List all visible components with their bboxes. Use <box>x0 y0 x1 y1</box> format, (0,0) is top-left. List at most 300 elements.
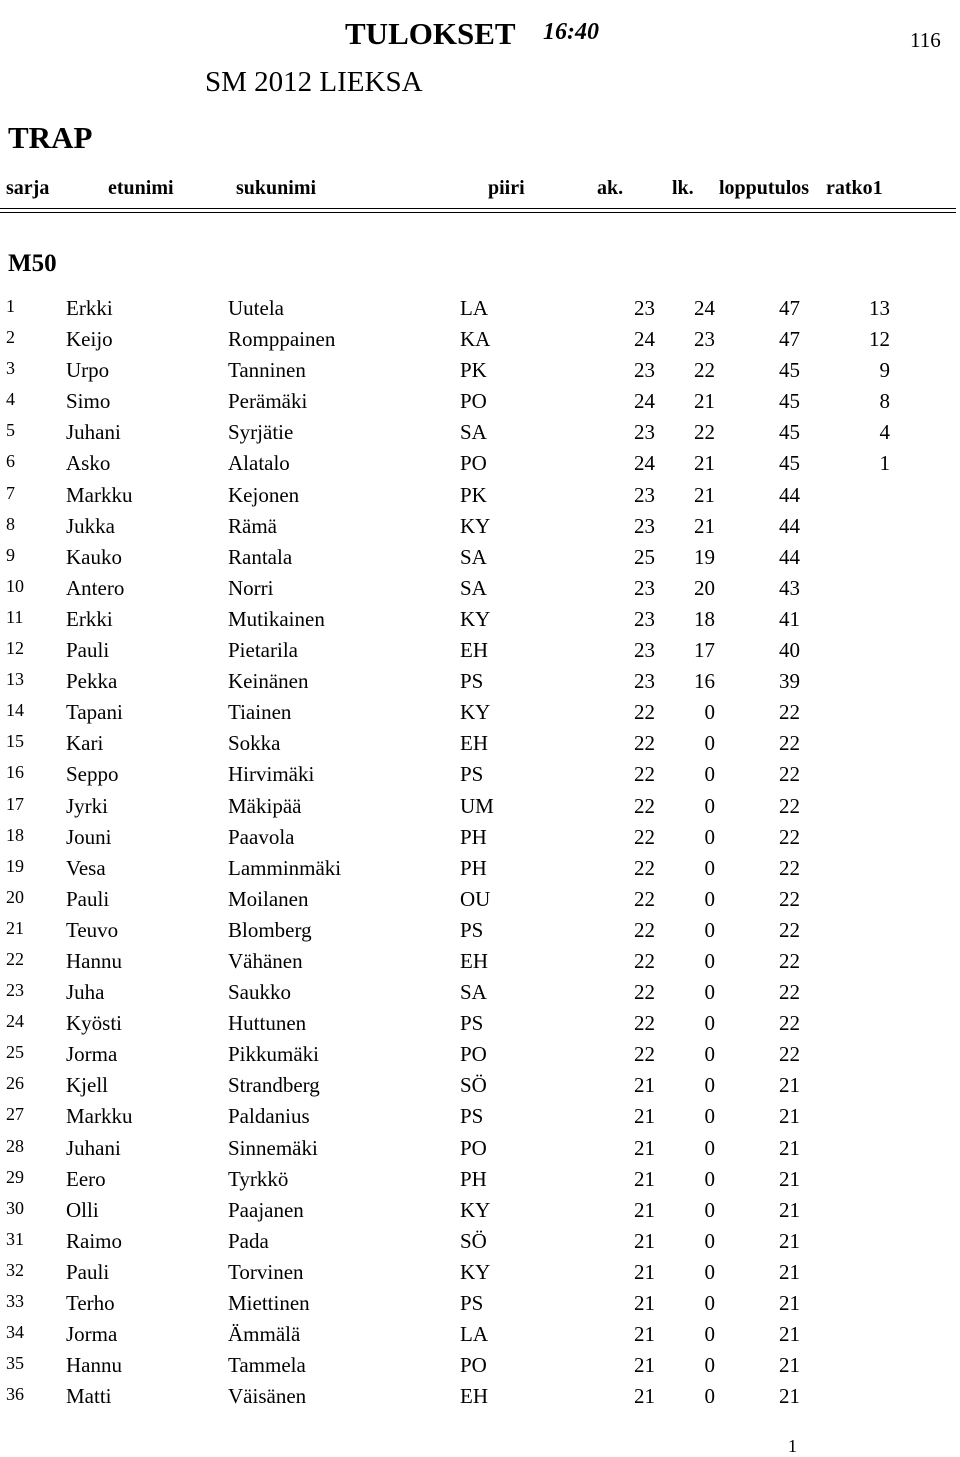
table-row <box>0 327 960 358</box>
total-score-cell: 22 <box>779 731 800 756</box>
lk-score-cell: 0 <box>704 1042 715 1067</box>
table-row <box>0 607 960 638</box>
last-name-cell: Miettinen <box>228 1291 310 1315</box>
total-score-cell: 39 <box>779 669 800 694</box>
lk-score-cell: 0 <box>704 1073 715 1098</box>
rank-cell: 2 <box>6 327 15 348</box>
column-header-sarja: sarja <box>6 177 50 199</box>
rank-cell: 27 <box>6 1104 24 1125</box>
last-name-cell: Perämäki <box>228 389 308 414</box>
last-name-cell: Uutela <box>228 296 284 320</box>
header-divider-top <box>0 208 956 209</box>
first-name-cell: Markku <box>66 482 133 507</box>
district-cell: KY <box>460 700 491 725</box>
total-score-cell: 22 <box>779 793 800 818</box>
district-cell: OU <box>460 886 491 911</box>
lk-score-cell: 0 <box>704 731 715 756</box>
first-name-cell: Erkki <box>66 296 113 320</box>
ak-score-cell: 21 <box>634 1228 655 1253</box>
ak-score-cell: 23 <box>634 296 655 320</box>
rank-cell: 16 <box>6 762 24 783</box>
total-score-cell: 41 <box>779 606 800 631</box>
district-cell: SA <box>460 575 487 600</box>
rank-cell: 21 <box>6 917 24 938</box>
district-cell: EH <box>460 731 488 756</box>
first-name-cell: Jouni <box>66 824 112 849</box>
shootoff-cell: 8 <box>879 389 890 414</box>
table-row <box>0 856 960 887</box>
shootoff-cell: 12 <box>869 327 890 352</box>
table-row <box>0 514 960 545</box>
rank-cell: 22 <box>6 948 24 969</box>
first-name-cell: Pauli <box>66 1259 110 1284</box>
first-name-cell: Terho <box>66 1291 115 1315</box>
last-name-cell: Keinänen <box>228 669 309 694</box>
ak-score-cell: 23 <box>634 575 655 600</box>
table-row <box>0 1229 960 1260</box>
first-name-cell: Seppo <box>66 762 119 787</box>
shootoff-cell: 9 <box>879 358 890 383</box>
table-row <box>0 1291 960 1322</box>
total-score-cell: 22 <box>779 917 800 942</box>
total-score-cell: 22 <box>779 762 800 787</box>
lk-score-cell: 0 <box>704 980 715 1005</box>
district-cell: KY <box>460 1259 491 1284</box>
district-cell: SA <box>460 544 487 569</box>
rank-cell: 14 <box>6 700 24 721</box>
lk-score-cell: 0 <box>704 1104 715 1129</box>
table-row <box>0 296 960 327</box>
total-score-cell: 45 <box>779 451 800 476</box>
first-name-cell: Asko <box>66 451 111 476</box>
lk-score-cell: 0 <box>704 948 715 973</box>
last-name-cell: Paavola <box>228 824 295 849</box>
lk-score-cell: 0 <box>704 1011 715 1036</box>
table-row <box>0 1198 960 1229</box>
ak-score-cell: 23 <box>634 513 655 538</box>
total-score-cell: 45 <box>779 420 800 445</box>
last-name-cell: Blomberg <box>228 917 312 942</box>
total-score-cell: 43 <box>779 575 800 600</box>
lk-score-cell: 0 <box>704 1322 715 1347</box>
lk-score-cell: 0 <box>704 855 715 880</box>
event-title: SM 2012 LIEKSA <box>205 66 423 98</box>
last-name-cell: Huttunen <box>228 1011 307 1036</box>
last-name-cell: Väisänen <box>228 1384 307 1409</box>
ak-score-cell: 23 <box>634 482 655 507</box>
results-title: TULOKSET <box>345 16 516 51</box>
last-name-cell: Tiainen <box>228 700 292 725</box>
shootoff-cell: 13 <box>869 296 890 320</box>
discipline-title: TRAP <box>8 120 93 155</box>
district-cell: PS <box>460 669 484 694</box>
table-row <box>0 1104 960 1135</box>
lk-score-cell: 0 <box>704 1384 715 1409</box>
district-cell: PH <box>460 855 487 880</box>
district-cell: KY <box>460 513 491 538</box>
ak-score-cell: 23 <box>634 669 655 694</box>
rank-cell: 7 <box>6 482 15 503</box>
rank-cell: 32 <box>6 1259 24 1280</box>
last-name-cell: Saukko <box>228 980 291 1005</box>
first-name-cell: Juha <box>66 980 105 1005</box>
rank-cell: 12 <box>6 638 24 659</box>
lk-score-cell: 17 <box>694 638 715 663</box>
table-row <box>0 731 960 762</box>
ak-score-cell: 21 <box>634 1259 655 1284</box>
first-name-cell: Jukka <box>66 513 115 538</box>
first-name-cell: Pauli <box>66 638 110 663</box>
first-name-cell: Jorma <box>66 1042 118 1067</box>
column-header-ratko1: ratko1 <box>826 177 883 199</box>
table-row <box>0 1353 960 1384</box>
district-cell: PK <box>460 482 487 507</box>
last-name-cell: Tyrkkö <box>228 1166 289 1191</box>
lk-score-cell: 22 <box>694 358 715 383</box>
rank-cell: 9 <box>6 544 15 565</box>
district-cell: SA <box>460 420 487 445</box>
ak-score-cell: 22 <box>634 793 655 818</box>
last-name-cell: Sinnemäki <box>228 1135 318 1160</box>
first-name-cell: Matti <box>66 1384 112 1409</box>
column-header-ak: ak. <box>597 177 624 199</box>
table-row <box>0 1042 960 1073</box>
total-score-cell: 22 <box>779 980 800 1005</box>
table-row <box>0 1011 960 1042</box>
lk-score-cell: 0 <box>704 793 715 818</box>
table-row <box>0 980 960 1011</box>
district-cell: PH <box>460 824 487 849</box>
last-name-cell: Tammela <box>228 1353 306 1378</box>
lk-score-cell: 0 <box>704 762 715 787</box>
shootoff-cell: 1 <box>879 451 890 476</box>
district-cell: SÖ <box>460 1228 487 1253</box>
lk-score-cell: 20 <box>694 575 715 600</box>
rank-cell: 4 <box>6 389 15 410</box>
rank-cell: 15 <box>6 731 24 752</box>
district-cell: KY <box>460 1197 491 1222</box>
ak-score-cell: 22 <box>634 1011 655 1036</box>
first-name-cell: Juhani <box>66 1135 121 1160</box>
first-name-cell: Markku <box>66 1104 133 1129</box>
first-name-cell: Antero <box>66 575 125 600</box>
first-name-cell: Urpo <box>66 358 110 383</box>
last-name-cell: Mäkipää <box>228 793 302 818</box>
last-name-cell: Lamminmäki <box>228 855 342 880</box>
last-name-cell: Tanninen <box>228 358 306 383</box>
last-name-cell: Rämä <box>228 513 277 538</box>
lk-score-cell: 16 <box>694 669 715 694</box>
total-score-cell: 21 <box>779 1104 800 1129</box>
ak-score-cell: 22 <box>634 1042 655 1067</box>
rank-cell: 31 <box>6 1228 24 1249</box>
district-cell: PS <box>460 1104 484 1129</box>
rank-cell: 26 <box>6 1073 24 1094</box>
district-cell: PO <box>460 389 487 414</box>
ak-score-cell: 22 <box>634 824 655 849</box>
rank-cell: 19 <box>6 855 24 876</box>
total-score-cell: 22 <box>779 948 800 973</box>
last-name-cell: Pada <box>228 1228 269 1253</box>
results-table <box>0 296 960 1415</box>
first-name-cell: Keijo <box>66 327 113 352</box>
district-cell: LA <box>460 1322 488 1347</box>
ak-score-cell: 21 <box>634 1073 655 1098</box>
last-name-cell: Sokka <box>228 731 281 756</box>
lk-score-cell: 0 <box>704 1228 715 1253</box>
footer-page-number: 1 <box>788 1436 797 1456</box>
ak-score-cell: 22 <box>634 700 655 725</box>
lk-score-cell: 24 <box>694 296 715 320</box>
lk-score-cell: 0 <box>704 1197 715 1222</box>
table-row <box>0 762 960 793</box>
total-score-cell: 22 <box>779 1042 800 1067</box>
lk-score-cell: 0 <box>704 1166 715 1191</box>
table-row <box>0 1260 960 1291</box>
rank-cell: 29 <box>6 1166 24 1187</box>
rank-cell: 6 <box>6 451 15 472</box>
last-name-cell: Mutikainen <box>228 606 325 631</box>
table-row <box>0 1136 960 1167</box>
first-name-cell: Vesa <box>66 855 106 880</box>
ak-score-cell: 22 <box>634 762 655 787</box>
column-header-lk: lk. <box>672 177 694 199</box>
ak-score-cell: 21 <box>634 1104 655 1129</box>
district-cell: SA <box>460 980 487 1005</box>
lk-score-cell: 19 <box>694 544 715 569</box>
table-row <box>0 1384 960 1415</box>
table-row <box>0 576 960 607</box>
total-score-cell: 21 <box>779 1353 800 1378</box>
rank-cell: 36 <box>6 1384 24 1405</box>
ak-score-cell: 21 <box>634 1197 655 1222</box>
table-row <box>0 918 960 949</box>
district-cell: PS <box>460 762 484 787</box>
total-score-cell: 40 <box>779 638 800 663</box>
page-number: 116 <box>910 28 941 52</box>
lk-score-cell: 0 <box>704 1353 715 1378</box>
rank-cell: 33 <box>6 1291 24 1311</box>
district-cell: EH <box>460 948 488 973</box>
rank-cell: 35 <box>6 1353 24 1374</box>
ak-score-cell: 23 <box>634 606 655 631</box>
district-cell: PS <box>460 1291 484 1315</box>
rank-cell: 5 <box>6 420 15 441</box>
rank-cell: 25 <box>6 1042 24 1063</box>
first-name-cell: Pekka <box>66 669 118 694</box>
total-score-cell: 21 <box>779 1384 800 1409</box>
first-name-cell: Juhani <box>66 420 121 445</box>
total-score-cell: 22 <box>779 855 800 880</box>
rank-cell: 10 <box>6 575 24 596</box>
first-name-cell: Jyrki <box>66 793 108 818</box>
first-name-cell: Hannu <box>66 948 122 973</box>
rank-cell: 1 <box>6 296 15 316</box>
table-row <box>0 794 960 825</box>
district-cell: PS <box>460 917 484 942</box>
table-row <box>0 700 960 731</box>
last-name-cell: Paldanius <box>228 1104 310 1129</box>
total-score-cell: 47 <box>779 296 800 320</box>
lk-score-cell: 22 <box>694 420 715 445</box>
district-cell: PS <box>460 1011 484 1036</box>
ak-score-cell: 24 <box>634 327 655 352</box>
last-name-cell: Kejonen <box>228 482 300 507</box>
first-name-cell: Eero <box>66 1166 106 1191</box>
ak-score-cell: 22 <box>634 948 655 973</box>
column-header-sukunimi: sukunimi <box>236 177 317 199</box>
ak-score-cell: 23 <box>634 420 655 445</box>
rank-cell: 8 <box>6 513 15 534</box>
district-cell: UM <box>460 793 494 818</box>
lk-score-cell: 0 <box>704 700 715 725</box>
total-score-cell: 22 <box>779 824 800 849</box>
first-name-cell: Kauko <box>66 544 122 569</box>
total-score-cell: 22 <box>779 1011 800 1036</box>
rank-cell: 30 <box>6 1197 24 1218</box>
ak-score-cell: 22 <box>634 855 655 880</box>
total-score-cell: 21 <box>779 1197 800 1222</box>
rank-cell: 11 <box>6 606 24 627</box>
table-row <box>0 545 960 576</box>
lk-score-cell: 21 <box>694 389 715 414</box>
column-header-lopputulos: lopputulos <box>719 177 810 199</box>
table-row <box>0 887 960 918</box>
last-name-cell: Rantala <box>228 544 293 569</box>
last-name-cell: Norri <box>228 575 274 600</box>
table-row <box>0 638 960 669</box>
district-cell: EH <box>460 1384 488 1409</box>
table-row <box>0 1322 960 1353</box>
rank-cell: 23 <box>6 980 24 1001</box>
table-row <box>0 389 960 420</box>
total-score-cell: 21 <box>779 1291 800 1315</box>
ak-score-cell: 21 <box>634 1291 655 1315</box>
ak-score-cell: 23 <box>634 358 655 383</box>
table-row <box>0 669 960 700</box>
first-name-cell: Kari <box>66 731 104 756</box>
ak-score-cell: 21 <box>634 1135 655 1160</box>
rank-cell: 20 <box>6 886 24 907</box>
total-score-cell: 22 <box>779 700 800 725</box>
first-name-cell: Pauli <box>66 886 110 911</box>
last-name-cell: Syrjätie <box>228 420 294 445</box>
total-score-cell: 21 <box>779 1322 800 1347</box>
ak-score-cell: 24 <box>634 389 655 414</box>
lk-score-cell: 18 <box>694 606 715 631</box>
table-row <box>0 451 960 482</box>
lk-score-cell: 0 <box>704 824 715 849</box>
total-score-cell: 21 <box>779 1135 800 1160</box>
district-cell: EH <box>460 638 488 663</box>
district-cell: PO <box>460 1042 487 1067</box>
table-row <box>0 825 960 856</box>
total-score-cell: 45 <box>779 358 800 383</box>
district-cell: LA <box>460 296 488 320</box>
ak-score-cell: 21 <box>634 1353 655 1378</box>
ak-score-cell: 21 <box>634 1384 655 1409</box>
first-name-cell: Tapani <box>66 700 123 725</box>
table-row <box>0 1073 960 1104</box>
total-score-cell: 21 <box>779 1259 800 1284</box>
district-cell: PH <box>460 1166 487 1191</box>
total-score-cell: 44 <box>779 513 800 538</box>
table-row <box>0 949 960 980</box>
total-score-cell: 45 <box>779 389 800 414</box>
last-name-cell: Pietarila <box>228 638 298 663</box>
district-cell: SÖ <box>460 1073 487 1098</box>
total-score-cell: 21 <box>779 1166 800 1191</box>
first-name-cell: Olli <box>66 1197 99 1222</box>
last-name-cell: Moilanen <box>228 886 309 911</box>
ak-score-cell: 23 <box>634 638 655 663</box>
last-name-cell: Hirvimäki <box>228 762 315 787</box>
total-score-cell: 44 <box>779 482 800 507</box>
lk-score-cell: 0 <box>704 1291 715 1315</box>
ak-score-cell: 22 <box>634 980 655 1005</box>
first-name-cell: Kjell <box>66 1073 108 1098</box>
district-cell: KY <box>460 606 491 631</box>
ak-score-cell: 22 <box>634 731 655 756</box>
column-header-piiri: piiri <box>488 177 525 199</box>
class-heading: M50 <box>8 250 57 277</box>
rank-cell: 18 <box>6 824 24 845</box>
first-name-cell: Jorma <box>66 1322 118 1347</box>
last-name-cell: Vähänen <box>228 948 303 973</box>
first-name-cell: Raimo <box>66 1228 122 1253</box>
ak-score-cell: 24 <box>634 451 655 476</box>
last-name-cell: Alatalo <box>228 451 290 476</box>
first-name-cell: Simo <box>66 389 111 414</box>
rank-cell: 13 <box>6 669 24 690</box>
rank-cell: 17 <box>6 793 24 814</box>
ak-score-cell: 21 <box>634 1166 655 1191</box>
table-row <box>0 1167 960 1198</box>
ak-score-cell: 22 <box>634 886 655 911</box>
table-row <box>0 358 960 389</box>
column-header-etunimi: etunimi <box>108 177 174 199</box>
total-score-cell: 44 <box>779 544 800 569</box>
lk-score-cell: 21 <box>694 451 715 476</box>
lk-score-cell: 0 <box>704 917 715 942</box>
first-name-cell: Erkki <box>66 606 113 631</box>
header-divider-bottom <box>0 212 956 213</box>
ak-score-cell: 25 <box>634 544 655 569</box>
rank-cell: 3 <box>6 358 15 379</box>
district-cell: PK <box>460 358 487 383</box>
district-cell: PO <box>460 1353 487 1378</box>
last-name-cell: Paajanen <box>228 1197 304 1222</box>
district-cell: KA <box>460 327 491 352</box>
district-cell: PO <box>460 1135 487 1160</box>
lk-score-cell: 0 <box>704 1259 715 1284</box>
ak-score-cell: 22 <box>634 917 655 942</box>
lk-score-cell: 0 <box>704 1135 715 1160</box>
last-name-cell: Romppainen <box>228 327 336 352</box>
results-time: 16:40 <box>543 19 599 45</box>
total-score-cell: 21 <box>779 1228 800 1253</box>
first-name-cell: Hannu <box>66 1353 122 1378</box>
rank-cell: 34 <box>6 1322 24 1343</box>
total-score-cell: 47 <box>779 327 800 352</box>
first-name-cell: Kyösti <box>66 1011 123 1036</box>
last-name-cell: Pikkumäki <box>228 1042 320 1067</box>
rank-cell: 24 <box>6 1011 24 1032</box>
table-row <box>0 420 960 451</box>
total-score-cell: 21 <box>779 1073 800 1098</box>
ak-score-cell: 21 <box>634 1322 655 1347</box>
lk-score-cell: 0 <box>704 886 715 911</box>
